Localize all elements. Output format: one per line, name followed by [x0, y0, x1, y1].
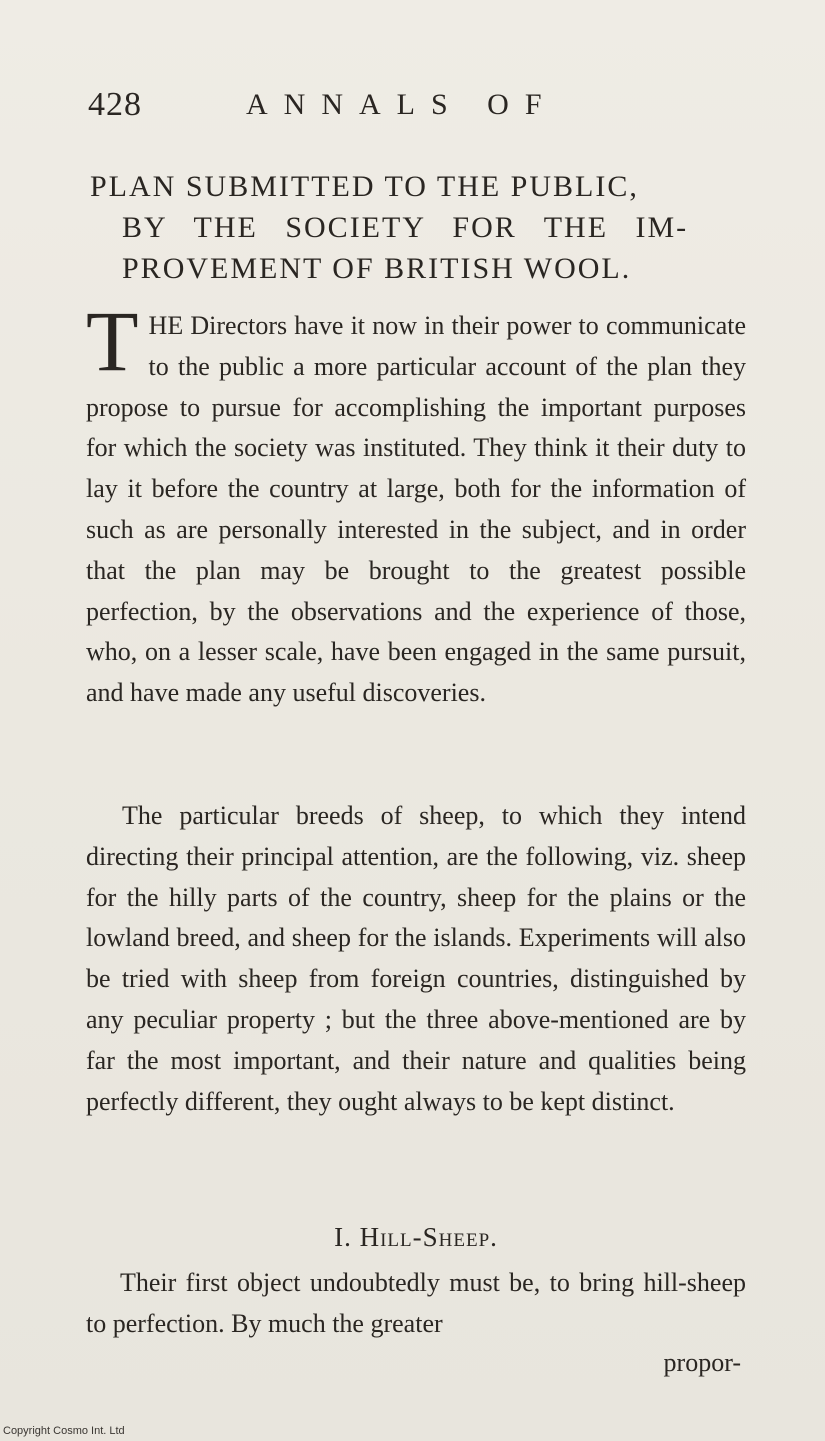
paragraph-1 — [86, 293, 746, 714]
paragraph-1-text: HE Directors have it now in their power to communicate to the public a more particular account of the plan they propose to pursue for accomplishing the important purposes for which the society was instituted. They think it their duty to lay it before the country at large, both for the information of such as are personally interested in the subject, and in order that the plan may be brought to the greatest possible perfection, by the observations and the experience of those, who, on a lesser scale, have been engaged in the same pursuit, and have made any useful discoveries. — [86, 311, 746, 708]
running-title: ANNALS OF — [246, 88, 558, 121]
title-line-2: BY THE SOCIETY FOR THE IM- — [122, 211, 689, 244]
paragraph-3: Their first object undoubtedly must be, to bring hill-sheep to perfection. By much the greater — [86, 1268, 746, 1338]
title-line-3: PROVEMENT OF BRITISH WOOL. — [122, 252, 632, 285]
paragraph-2: The particular breeds of sheep, to which they intend directing their principal attention, are the following, viz. sheep for the hilly parts of the country, sheep for the plains or the lowland breed, and sheep for the islands. Experiments will also be tried with sheep from foreign countries, distinguished by any peculiar property ; but the three above-mentioned are by far the most important, and their nature and qualities being perfectly different, they ought always to be kept distinct. — [86, 801, 746, 1116]
section-heading: I. Hill-Sheep. — [334, 1222, 498, 1252]
article-title — [88, 166, 748, 289]
copyright-notice: Copyright Cosmo Int. Ltd — [3, 1425, 125, 1437]
catchword: propor- — [663, 1348, 741, 1377]
running-head — [88, 86, 748, 136]
drop-cap: T — [86, 293, 139, 389]
title-line-1: PLAN SUBMITTED TO THE PUBLIC, — [90, 170, 639, 203]
page-number: 428 — [88, 86, 142, 123]
